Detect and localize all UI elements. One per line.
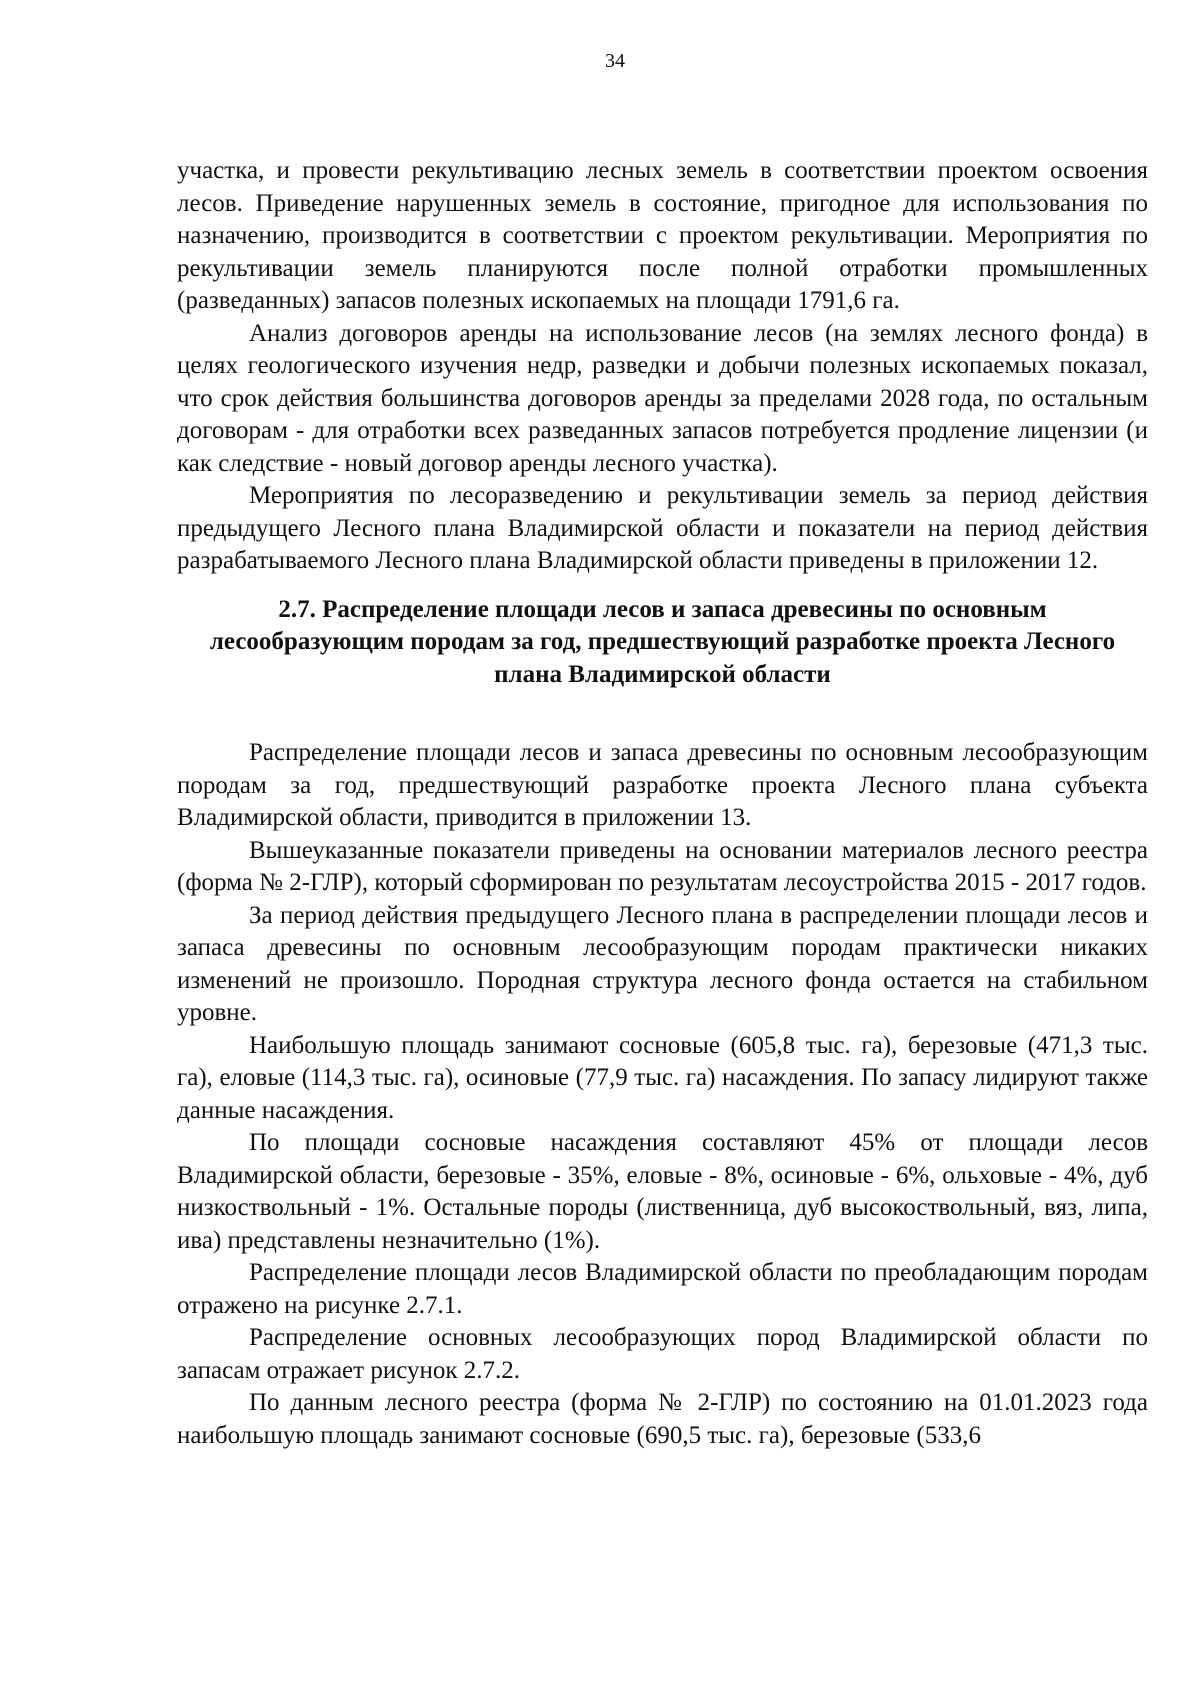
paragraph-largest-area: Наибольшую площадь занимают сосновые (605,8 тыс. га), березовые (471,3 тыс. га), еловые (114,3 тыс. га), осиновые (77,9 тыс. га) насаждения. По запасу лидируют также данные насаждения. (177, 1031, 1148, 1124)
paragraph-no-changes: За период действия предыдущего Лесного плана в распределении площади лесов и запаса древесины по основным лесообразующим породам практически никаких изменений не произошло. Породная структура лесного фонда остается на стабильном уровне. (177, 901, 1148, 1026)
paragraph-figure-2-7-1: Распределение площади лесов Владимирской области по преобладающим породам отражено на рисунке 2.7.1. (177, 1259, 1148, 1319)
paragraph-lease-analysis: Анализ договоров аренды на использование лесов (на землях лесного фонда) в целях геологического изучения недр, разведки и добычи полезных ископаемых показал, что срок действия большинства договоров аренды за пределами 2028 года, по остальным договорам - для отработки всех разведанных запасов потребуется продление лицензии (и как следствие - новый договор аренды лесного участка). (177, 319, 1148, 477)
paragraph-afforestation-measures: Мероприятия по лесоразведению и рекультивации земель за период действия предыдущего Лесного плана Владимирской области и показатели на период действия разрабатываемого Лесного плана Владимирской области приведены в приложении 12. (177, 482, 1148, 574)
body-text (177, 155, 1148, 1452)
paragraph-registry-2023: По данным лесного реестра (форма № 2-ГЛР) по состоянию на 01.01.2023 года наибольшую площадь занимают сосновые (690,5 тыс. га), березовые (533,6 (177, 1389, 1148, 1449)
page-number: 34 (605, 50, 625, 72)
paragraph-distribution-appendix: Распределение площади лесов и запаса древесины по основным лесообразующим породам за год, предшествующий разработке проекта Лесного плана субъекта Владимирской области, приводится в приложении 13. (177, 739, 1148, 831)
paragraph-area-percentages: По площади сосновые насаждения составляют 45% от площади лесов Владимирской области, березовые - 35%, еловые - 8%, осиновые - 6%, ольховые - 4%, дуб низкоствольный - 1%. Остальные породы (лиственница, дуб высокоствольный, вяз, липа, ива) представлены незначительно (1%). (177, 1129, 1148, 1254)
section-heading-2-7: 2.7. Распределение площади лесов и запаса древесины по основным лесообразующим породам за год, предшествующий разработке проекта Лесного плана Владимирской области (209, 595, 1116, 688)
paragraph-indicators-source: Вышеуказанные показатели приведены на основании материалов лесного реестра (форма № 2-ГЛР), который сформирован по результатам лесоустройства 2015 - 2017 годов. (177, 836, 1148, 896)
paragraph-figure-2-7-2: Распределение основных лесообразующих пород Владимирской области по запасам отражает рисунок 2.7.2. (177, 1324, 1148, 1384)
paragraph-recultivation: участка, и провести рекультивацию лесных земель в соответствии проектом освоения лесов. Приведение нарушенных земель в состояние, пригодное для использования по назначению, производится в соответствии с проектом рекультивации. Мероприятия по рекультивации земель планируются после полной отработки промышленных (разведанных) запасов полезных ископаемых на площади 1791,6 га. (177, 157, 1148, 314)
